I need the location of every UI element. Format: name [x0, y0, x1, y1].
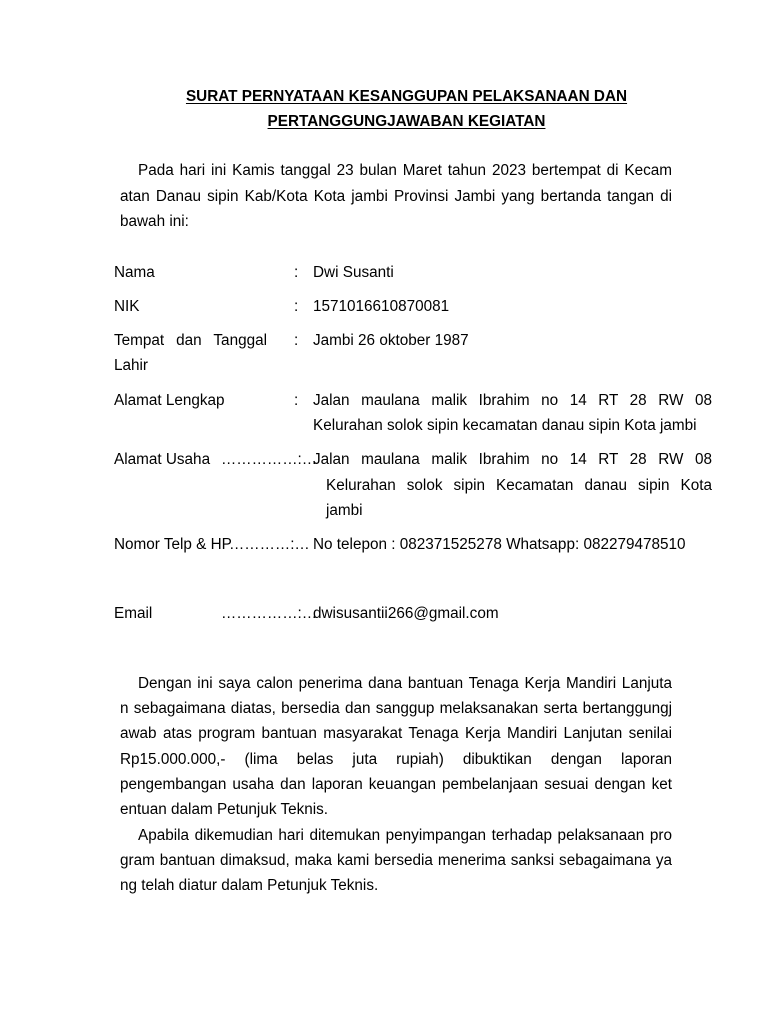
statement-line-3: awab atas program bantuan masyarakat Tenaga Kerja Mandiri Lanjutan senilai	[120, 725, 672, 742]
field-value-alamat-lengkap-line-2: Kelurahan solok sipin kecamatan danau sipin Kota jambi	[313, 417, 697, 434]
field-label-alamat-usaha: Alamat Usaha	[114, 451, 211, 468]
field-value-nik: 1571016610870081	[313, 298, 450, 315]
field-label-nama: Nama	[114, 264, 155, 281]
field-colon-ttl: :	[294, 332, 299, 349]
field-colon-telp: …………:…	[229, 536, 310, 553]
field-colon-alamat-usaha: ……………:…	[221, 451, 318, 468]
field-value-telp: No telepon : 082371525278 Whatsapp: 082279478510	[313, 536, 686, 553]
field-colon-alamat-lengkap: :	[294, 392, 299, 409]
closing-line-2: gram bantuan dimaksud, maka kami bersedia menerima sanksi sebagaimana ya	[120, 852, 672, 869]
statement-line-5: pengembangan usaha dan laporan keuangan pembelanjaan sesuai dengan ket	[120, 776, 672, 793]
field-label-ttl: Tempat dan Tanggal	[114, 332, 267, 349]
intro-line-2: atan Danau sipin Kab/Kota Kota jambi Provinsi Jambi yang bertanda tangan di	[120, 188, 672, 205]
field-value-alamat-usaha-line-2: Kelurahan solok sipin Kecamatan danau sipin Kota	[326, 477, 712, 494]
field-colon-email: ……………:…	[221, 605, 318, 622]
statement-line-6: entuan dalam Petunjuk Teknis.	[120, 801, 329, 818]
closing-line-3: ng telah diatur dalam Petunjuk Teknis.	[120, 877, 379, 894]
field-value-email: dwisusantii266@gmail.com	[313, 605, 499, 622]
intro-line-3: bawah ini:	[120, 213, 189, 230]
field-label-email: Email	[114, 605, 153, 622]
statement-line-2: n sebagaimana diatas, bersedia dan sanggup melaksanakan serta bertanggungj	[120, 700, 672, 717]
intro-line-1: Pada hari ini Kamis tanggal 23 bulan Maret tahun 2023 bertempat di Kecam	[138, 162, 672, 179]
field-value-nama: Dwi Susanti	[313, 264, 394, 281]
field-value-alamat-usaha-line-1: Jalan maulana malik Ibrahim no 14 RT 28 RW 08	[313, 451, 712, 468]
field-label-ttl-line-2: Lahir	[114, 357, 149, 374]
statement-line-4: Rp15.000.000,- (lima belas juta rupiah) dibuktikan dengan laporan	[120, 751, 672, 768]
document-title-line-1: SURAT PERNYATAAN KESANGGUPAN PELAKSANAAN DAN	[185, 88, 628, 105]
field-colon-nik: :	[294, 298, 299, 315]
field-label-nik: NIK	[114, 298, 140, 315]
field-value-ttl: Jambi 26 oktober 1987	[313, 332, 469, 349]
field-colon-nama: :	[294, 264, 299, 281]
field-label-alamat-lengkap: Alamat Lengkap	[114, 392, 225, 409]
field-value-alamat-usaha-line-3: jambi	[326, 502, 363, 519]
field-value-alamat-lengkap-line-1: Jalan maulana malik Ibrahim no 14 RT 28 RW 08	[313, 392, 712, 409]
field-label-telp: Nomor Telp & HP	[114, 536, 232, 553]
closing-line-1: Apabila dikemudian hari ditemukan penyimpangan terhadap pelaksanaan pro	[138, 827, 672, 844]
document-title-line-2: PERTANGGUNGJAWABAN KEGIATAN	[267, 113, 546, 130]
statement-line-1: Dengan ini saya calon penerima dana bantuan Tenaga Kerja Mandiri Lanjuta	[138, 675, 672, 692]
